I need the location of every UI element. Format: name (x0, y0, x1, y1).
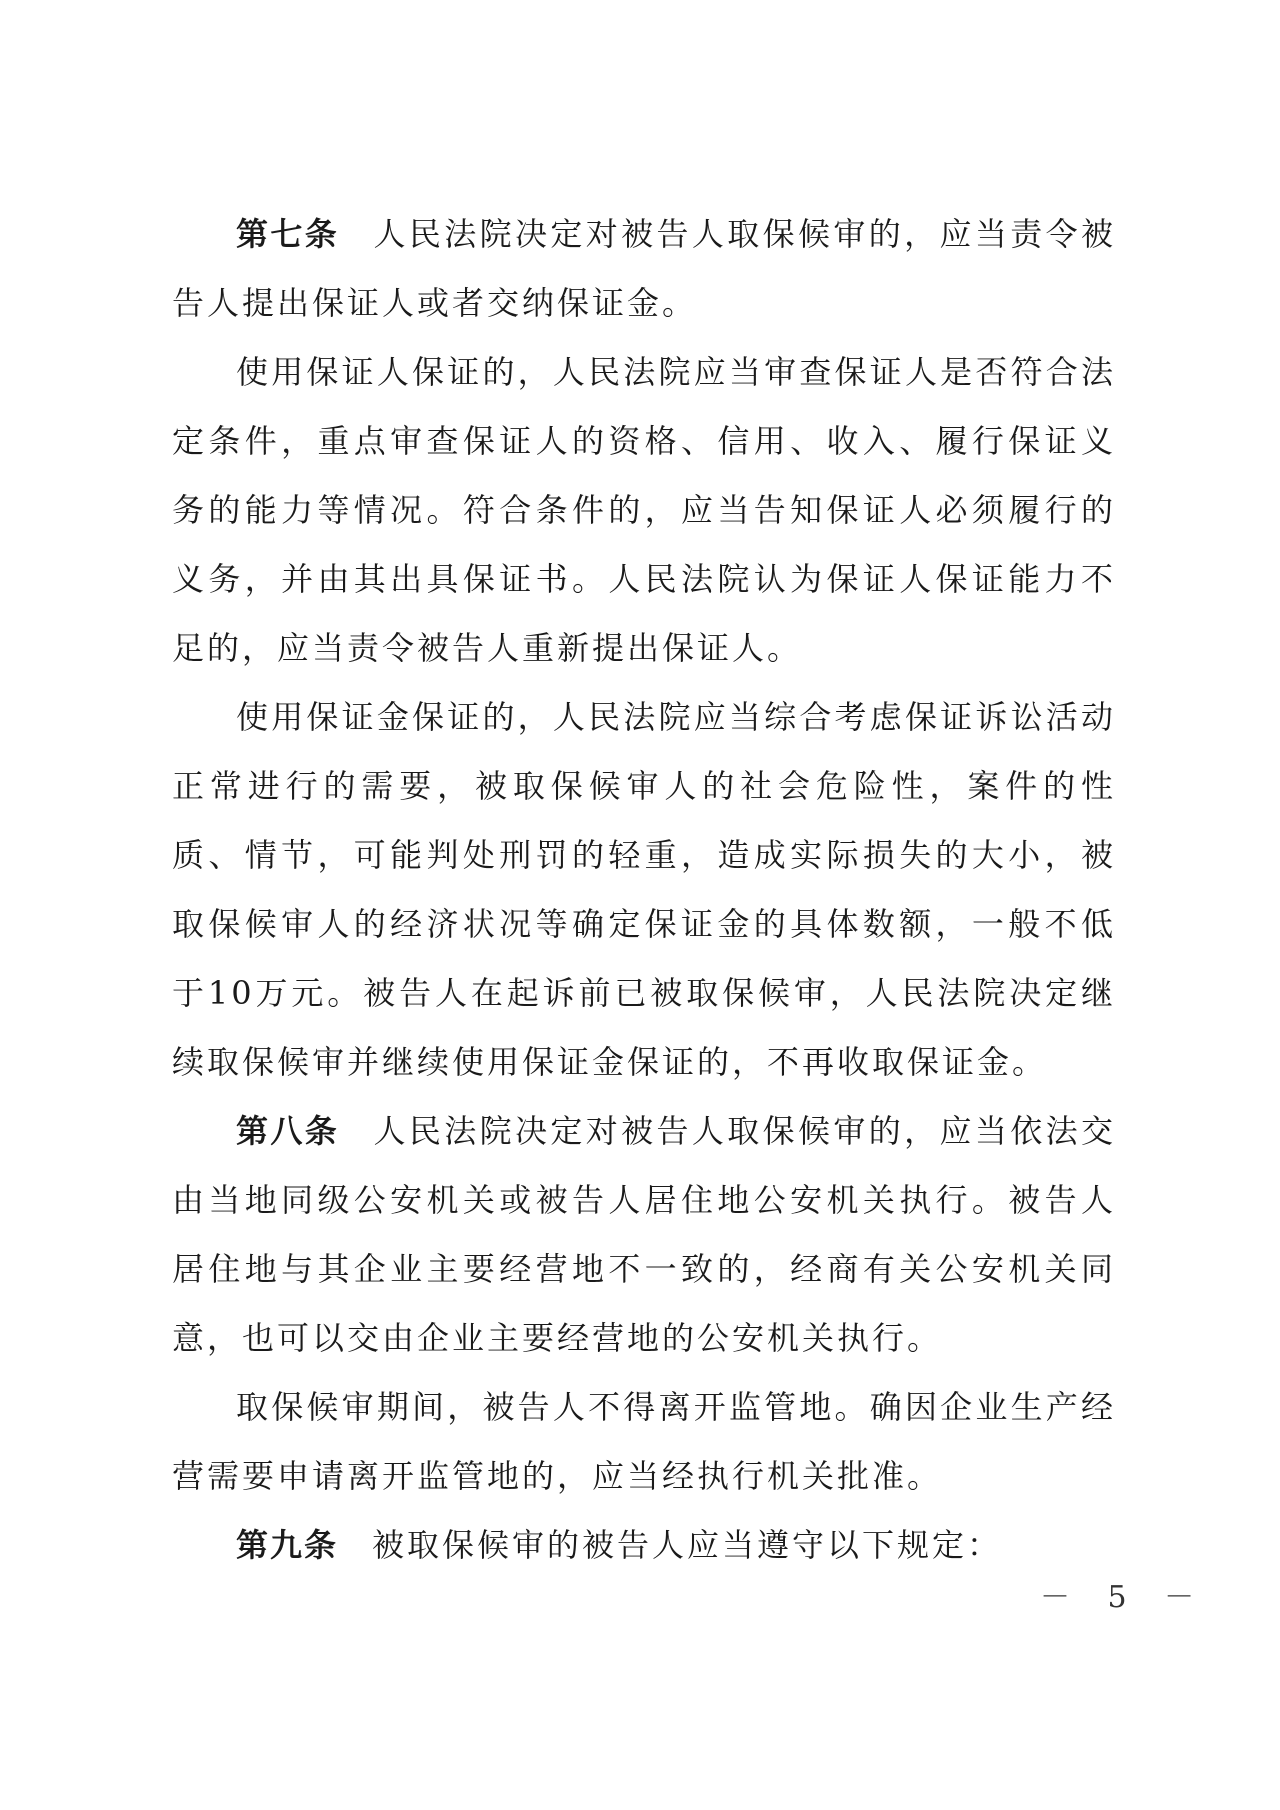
paragraph-bail-money (172, 683, 1116, 1097)
document-body (172, 200, 1116, 1580)
paragraph-supervision-area (172, 1373, 1116, 1511)
paragraph-article-8-intro (172, 1097, 1116, 1373)
paragraph-guarantor (172, 338, 1116, 683)
page-number: － 5 － (1040, 1580, 1209, 1615)
paragraph-article-7-intro (172, 200, 1116, 338)
paragraph-text: 使用保证人保证的，人民法院应当审查保证人是否符合法定条件，重点审查保证人的资格、信用、收入、履行保证义务的能力等情况。符合条件的，应当告知保证人必须履行的义务，并由其出具保证书。人民法院认为保证人保证能力不足的，应当责令被告人重新提出保证人。 (172, 353, 1116, 667)
article-heading: 第九条 (236, 1526, 339, 1564)
article-heading: 第八条 (236, 1112, 340, 1150)
paragraph-text: 被取保候审的被告人应当遵守以下规定： (372, 1526, 1003, 1564)
paragraph-text: 使用保证金保证的，人民法院应当综合考虑保证诉讼活动正常进行的需要，被取保候审人的社会危险性，案件的性质、情节，可能判处刑罚的轻重，造成实际损失的大小，被取保候审人的经济状况等确定保证金的具体数额，一般不低于10万元。被告人在起诉前已被取保候审，人民法院决定继续取保候审并继续使用保证金保证的，不再收取保证金。 (172, 698, 1116, 1081)
article-heading: 第七条 (236, 215, 340, 253)
paragraph-text: 人民法院决定对被告人取保候审的，应当责令被告人提出保证人或者交纳保证金。 (172, 215, 1116, 322)
paragraph-text: 人民法院决定对被告人取保候审的，应当依法交由当地同级公安机关或被告人居住地公安机关执行。被告人居住地与其企业主要经营地不一致的，经商有关公安机关同意，也可以交由企业主要经营地的公安机关执行。 (172, 1112, 1116, 1357)
paragraph-article-9-intro (172, 1511, 1116, 1580)
paragraph-text: 取保候审期间，被告人不得离开监管地。确因企业生产经营需要申请离开监管地的，应当经执行机关批准。 (172, 1388, 1116, 1495)
